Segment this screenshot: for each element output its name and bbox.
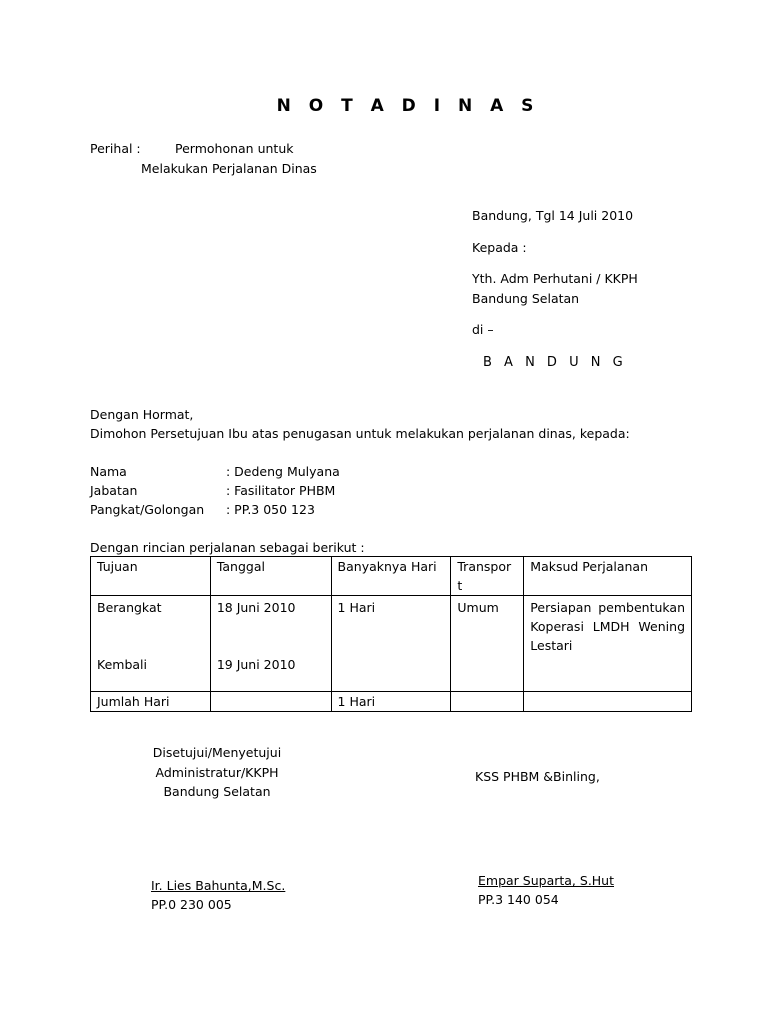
depart-label: Berangkat	[97, 600, 162, 615]
di-label: di –	[472, 322, 494, 337]
jabatan-value: : Fasilitator PHBM	[226, 483, 336, 498]
header-transport: Transpor t	[451, 557, 524, 596]
right-signatory-id: PP.3 140 054	[478, 892, 559, 907]
request-text: Dimohon Persetujuan Ibu atas penugasan untuk melakukan perjalanan dinas, kepada:	[90, 426, 630, 441]
approval-line-1: Disetujui/Menyetujui	[152, 745, 282, 760]
total-empty-1	[210, 692, 331, 712]
table-header-row	[91, 557, 692, 596]
approval-line-3: Bandung Selatan	[163, 784, 271, 799]
perihal-label: Perihal :	[90, 141, 141, 156]
total-empty-2	[451, 692, 524, 712]
perihal-line-1: Permohonan untuk	[175, 141, 294, 156]
table-row	[91, 596, 692, 692]
header-tanggal: Tanggal	[210, 557, 331, 596]
return-date: 19 Juni 2010	[216, 657, 296, 672]
tanggal-spacer	[217, 617, 325, 655]
total-empty-3	[524, 692, 692, 712]
tujuan-spacer	[97, 617, 204, 655]
depart-date: 18 Juni 2010	[216, 600, 296, 615]
header-banyaknya-hari: Banyaknya Hari	[331, 557, 451, 596]
table-total-row	[91, 692, 692, 712]
days-cell: 1 Hari	[331, 596, 451, 692]
approval-line-2: Administratur/KKPH	[155, 765, 279, 780]
destination-city: B A N D U N G	[483, 355, 627, 370]
total-days: 1 Hari	[331, 692, 451, 712]
header-maksud-perjalanan: Maksud Perjalanan	[524, 557, 692, 596]
right-signatory-name: Empar Suparta, S.Hut	[478, 873, 615, 888]
return-label: Kembali	[97, 657, 147, 672]
transport-cell: Umum	[451, 596, 524, 692]
trip-table	[90, 556, 692, 712]
nama-value: : Dedeng Mulyana	[226, 464, 340, 479]
pangkat-value: : PP.3 050 123	[226, 502, 315, 517]
table-intro: Dengan rincian perjalanan sebagai berikut :	[90, 540, 365, 555]
kepada-label: Kepada :	[472, 240, 527, 255]
letter-date: Bandung, Tgl 14 Juli 2010	[472, 208, 634, 223]
jabatan-label: Jabatan	[90, 483, 138, 498]
left-signatory-name: Ir. Lies Bahunta,M.Sc.	[151, 878, 286, 893]
document-title: N O T A D I N A S	[276, 96, 540, 116]
addressee-line-2: Bandung Selatan	[472, 291, 580, 306]
nama-label: Nama	[90, 464, 127, 479]
perihal-line-2: Melakukan Perjalanan Dinas	[141, 161, 317, 176]
salutation: Dengan Hormat,	[90, 407, 194, 422]
tujuan-cell	[91, 596, 211, 692]
pangkat-label: Pangkat/Golongan	[90, 502, 205, 517]
addressee-line-1: Yth. Adm Perhutani / KKPH	[472, 271, 638, 286]
purpose-cell: Persiapan pembentukan Koperasi LMDH Wening Lestari	[524, 596, 692, 692]
left-signatory-id: PP.0 230 005	[151, 897, 232, 912]
right-signatory-title: KSS PHBM &Binling,	[475, 769, 600, 784]
header-tujuan: Tujuan	[91, 557, 211, 596]
tanggal-cell	[210, 596, 331, 692]
total-label: Jumlah Hari	[91, 692, 211, 712]
